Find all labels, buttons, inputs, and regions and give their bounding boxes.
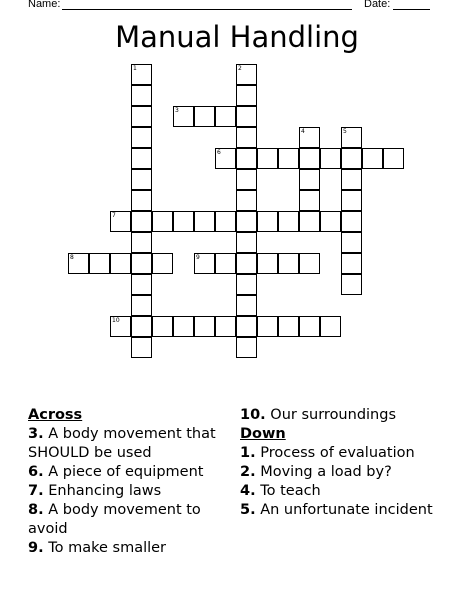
crossword-cell[interactable] [383, 148, 404, 169]
crossword-cell[interactable] [278, 211, 299, 232]
crossword-cell[interactable] [131, 106, 152, 127]
clue-number: 9 [196, 254, 200, 261]
clue-across-3: 3. A body movement that SHOULD be used [28, 426, 216, 461]
clue-across-8: 8. A body movement to avoid [28, 502, 201, 537]
clue-down-4: 4. To teach [240, 483, 321, 499]
crossword-cell[interactable] [194, 106, 215, 127]
crossword-cell[interactable] [236, 337, 257, 358]
crossword-cell[interactable] [257, 253, 278, 274]
crossword-cell[interactable] [110, 316, 131, 337]
clue-across-9: 9. To make smaller [28, 540, 167, 556]
clue-down-1: 1. Process of evaluation [240, 445, 415, 461]
crossword-cell[interactable] [131, 148, 152, 169]
crossword-cell[interactable] [236, 148, 257, 169]
crossword-cell[interactable] [236, 85, 257, 106]
crossword-cell[interactable] [131, 253, 152, 274]
crossword-cell[interactable] [173, 316, 194, 337]
crossword-cell[interactable] [68, 253, 89, 274]
clue-down-5: 5. An unfortunate incident [240, 502, 433, 518]
crossword-cell[interactable] [299, 190, 320, 211]
crossword-cell[interactable] [173, 106, 194, 127]
crossword-cell[interactable] [173, 211, 194, 232]
crossword-cell[interactable] [194, 316, 215, 337]
crossword-cell[interactable] [236, 274, 257, 295]
crossword-cell[interactable] [131, 337, 152, 358]
crossword-cell[interactable] [131, 274, 152, 295]
crossword-cell[interactable] [299, 169, 320, 190]
clue-down-2: 2. Moving a load by? [240, 464, 392, 480]
crossword-cell[interactable] [341, 211, 362, 232]
clue-number: 2 [238, 65, 242, 72]
crossword-cell[interactable] [341, 127, 362, 148]
crossword-cell[interactable] [341, 169, 362, 190]
crossword-cell[interactable] [299, 253, 320, 274]
clues-right-column [240, 406, 440, 520]
crossword-cell[interactable] [89, 253, 110, 274]
clue-number: 4 [301, 128, 305, 135]
crossword-cell[interactable] [257, 148, 278, 169]
crossword-cell[interactable] [341, 190, 362, 211]
clue-number: 1 [133, 65, 137, 72]
crossword-cell[interactable] [236, 232, 257, 253]
crossword-cell[interactable] [215, 148, 236, 169]
crossword-cell[interactable] [299, 316, 320, 337]
crossword-cell[interactable] [320, 316, 341, 337]
clue-across-7: 7. Enhancing laws [28, 483, 162, 499]
crossword-cell[interactable] [299, 127, 320, 148]
crossword-cell[interactable] [278, 253, 299, 274]
clue-number: 10 [112, 317, 120, 324]
crossword-cell[interactable] [236, 127, 257, 148]
crossword-cell[interactable] [131, 316, 152, 337]
down-heading: Down [240, 426, 286, 442]
crossword-cell[interactable] [131, 232, 152, 253]
name-label: Name: [28, 0, 61, 10]
crossword-cell[interactable] [320, 148, 341, 169]
crossword-cell[interactable] [215, 106, 236, 127]
clue-across-6: 6. A piece of equipment [28, 464, 204, 480]
crossword-cell[interactable] [152, 253, 173, 274]
page-title: Manual Handling [115, 20, 359, 54]
crossword-cell[interactable] [341, 253, 362, 274]
crossword-cell[interactable] [278, 316, 299, 337]
clue-number: 8 [70, 254, 74, 261]
crossword-cell[interactable] [131, 64, 152, 85]
crossword-cell[interactable] [236, 316, 257, 337]
crossword-cell[interactable] [299, 211, 320, 232]
crossword-cell[interactable] [320, 211, 341, 232]
crossword-cell[interactable] [131, 85, 152, 106]
crossword-cell[interactable] [131, 295, 152, 316]
crossword-cell[interactable] [236, 169, 257, 190]
crossword-cell[interactable] [257, 211, 278, 232]
crossword-cell[interactable] [236, 64, 257, 85]
crossword-cell[interactable] [215, 316, 236, 337]
crossword-cell[interactable] [152, 316, 173, 337]
crossword-cell[interactable] [110, 253, 131, 274]
crossword-cell[interactable] [236, 295, 257, 316]
clue-number: 5 [343, 128, 347, 135]
crossword-cell[interactable] [236, 253, 257, 274]
crossword-cell[interactable] [131, 190, 152, 211]
crossword-cell[interactable] [215, 211, 236, 232]
crossword-cell[interactable] [299, 148, 320, 169]
date-label: Date: [364, 0, 391, 10]
crossword-cell[interactable] [131, 127, 152, 148]
clue-number: 7 [112, 212, 116, 219]
crossword-cell[interactable] [341, 148, 362, 169]
crossword-cell[interactable] [215, 253, 236, 274]
across-heading: Across [28, 407, 83, 423]
crossword-cell[interactable] [341, 232, 362, 253]
crossword-cell[interactable] [236, 211, 257, 232]
crossword-cell[interactable] [194, 253, 215, 274]
crossword-cell[interactable] [152, 211, 173, 232]
crossword-cell[interactable] [110, 211, 131, 232]
crossword-cell[interactable] [341, 274, 362, 295]
clue-number: 6 [217, 149, 221, 156]
crossword-cell[interactable] [194, 211, 215, 232]
crossword-cell[interactable] [278, 148, 299, 169]
crossword-cell[interactable] [236, 106, 257, 127]
crossword-cell[interactable] [131, 169, 152, 190]
clues-left-column [28, 406, 228, 558]
crossword-cell[interactable] [236, 190, 257, 211]
clue-across-10: 10. Our surroundings [240, 407, 396, 423]
crossword-cell[interactable] [131, 211, 152, 232]
crossword-cell[interactable] [257, 316, 278, 337]
crossword-cell[interactable] [362, 148, 383, 169]
clue-number: 3 [175, 107, 179, 114]
